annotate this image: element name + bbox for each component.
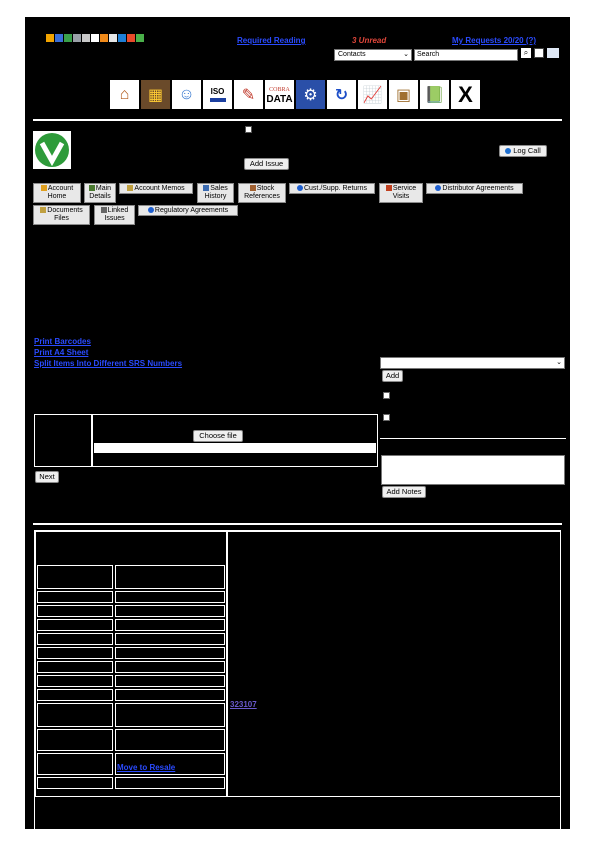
next-button[interactable]: Next	[35, 471, 59, 483]
option-checkbox-2[interactable]	[383, 414, 390, 421]
table-row	[37, 703, 113, 727]
search-input[interactable]: Search	[414, 49, 518, 61]
users-icon[interactable]: ☺	[172, 80, 201, 109]
tab-service-visits[interactable]: Service Visits	[379, 183, 423, 203]
table-row	[115, 675, 225, 687]
table-row	[37, 777, 113, 789]
table-row	[115, 729, 225, 751]
contacts-select[interactable]	[334, 49, 412, 61]
table-row	[115, 565, 225, 589]
flag-icon[interactable]	[127, 34, 135, 42]
page-frame	[25, 17, 570, 829]
star-icon[interactable]	[46, 34, 54, 42]
book-icon[interactable]: 📗	[420, 80, 449, 109]
close-icon[interactable]: X	[451, 80, 480, 109]
cobra-data-icon[interactable]	[265, 80, 294, 109]
company-logo	[33, 131, 71, 169]
record-number-link[interactable]: 323107	[230, 700, 257, 709]
choose-file-button[interactable]: Choose file	[193, 430, 243, 442]
cobra-label: COBRA	[269, 86, 290, 93]
header-divider	[33, 119, 562, 121]
pencil-icon[interactable]	[109, 34, 117, 42]
details-right-column	[227, 531, 561, 797]
table-row	[37, 647, 113, 659]
log-call-label: Log Call	[513, 146, 541, 155]
right-divider	[380, 438, 566, 439]
tag-icon[interactable]	[100, 34, 108, 42]
iso-icon[interactable]	[203, 80, 232, 109]
table-row	[37, 729, 113, 751]
table-row	[115, 777, 225, 789]
option-checkbox-1[interactable]	[383, 392, 390, 399]
globe-icon[interactable]	[55, 34, 63, 42]
table-row	[37, 591, 113, 603]
page-icon[interactable]	[91, 34, 99, 42]
table-row	[37, 619, 113, 631]
my-requests-link[interactable]: My Requests 20/20 (?)	[452, 36, 537, 45]
search-icon[interactable]: ⌕	[521, 48, 531, 58]
box-icon[interactable]: ▣	[389, 80, 418, 109]
leaf-icon[interactable]	[136, 34, 144, 42]
cabinet-icon[interactable]: ▦	[141, 80, 170, 109]
table-row	[37, 565, 113, 589]
split-items-link[interactable]: Split Items Into Different SRS Numbers	[34, 359, 183, 368]
iso-badge	[210, 98, 226, 102]
log-call-button[interactable]	[499, 145, 547, 157]
grid-icon[interactable]	[82, 34, 90, 42]
table-row	[37, 633, 113, 645]
table-row	[115, 703, 225, 727]
file-name-field[interactable]	[94, 443, 376, 453]
iso-label: ISO	[210, 86, 225, 96]
tab-sales-history[interactable]: Sales History	[197, 183, 234, 203]
table-row	[115, 619, 225, 631]
move-to-resale-link[interactable]: Move to Resale	[117, 763, 176, 772]
table-row	[115, 753, 225, 775]
tab-linked-issues[interactable]: Linked Issues	[94, 205, 135, 225]
chart-icon[interactable]: 📈	[358, 80, 387, 109]
table-row	[115, 661, 225, 673]
tab-account-home[interactable]: Account Home	[33, 183, 81, 203]
print-a4-link[interactable]: Print A4 Sheet	[34, 348, 89, 357]
edit-icon[interactable]: ✎	[234, 80, 263, 109]
table-row	[115, 689, 225, 701]
tab-account-memos[interactable]: Account Memos	[119, 183, 193, 194]
table-row	[115, 647, 225, 659]
edit-note-icon[interactable]	[245, 126, 252, 133]
print-barcodes-link[interactable]: Print Barcodes	[34, 337, 91, 346]
add-button[interactable]: Add	[382, 370, 403, 382]
required-reading-link[interactable]: Required Reading	[237, 36, 306, 45]
item-select[interactable]	[380, 357, 565, 369]
tab-regulatory-agreements[interactable]: Regulatory Agreements	[138, 205, 238, 216]
export-icon[interactable]	[534, 48, 544, 58]
home-icon[interactable]: ⌂	[110, 80, 139, 109]
tab-documents-files[interactable]: Documents Files	[33, 205, 90, 225]
details-left-column	[35, 531, 227, 797]
contacts-select-value: Contacts	[338, 51, 366, 58]
gears-icon[interactable]: ⚙	[296, 80, 325, 109]
add-issue-button[interactable]: Add Issue	[244, 158, 289, 170]
data-label: DATA	[266, 93, 293, 105]
bottom-divider	[33, 523, 562, 525]
table-row	[37, 605, 113, 617]
notes-textarea[interactable]	[381, 455, 565, 485]
phone-icon	[505, 148, 511, 154]
table-row	[37, 661, 113, 673]
table-row	[37, 689, 113, 701]
refresh-icon[interactable]: ↻	[327, 80, 356, 109]
tab-stock-references[interactable]: Stock References	[238, 183, 286, 203]
details-table	[34, 530, 561, 829]
upload-cell	[92, 414, 378, 467]
table-row	[37, 753, 113, 775]
info-icon[interactable]	[118, 34, 126, 42]
table-row	[37, 675, 113, 687]
mail-icon[interactable]	[547, 48, 559, 58]
tools-icon[interactable]	[73, 34, 81, 42]
table-row	[115, 605, 225, 617]
table-row	[115, 633, 225, 645]
chevron-down-icon: ⌄	[403, 51, 409, 58]
upload-label-cell	[34, 414, 92, 467]
tab-main-details[interactable]: Main Details	[84, 183, 116, 203]
chevron-down-icon: ⌄	[556, 359, 562, 366]
unread-count[interactable]: 3 Unread	[352, 36, 387, 45]
tab-distributor-agreements[interactable]: Distributor Agreements	[426, 183, 523, 194]
tab-returns[interactable]: Cust./Supp. Returns	[289, 183, 375, 194]
table-row	[115, 591, 225, 603]
add-notes-button[interactable]: Add Notes	[382, 486, 426, 498]
users-icon[interactable]	[64, 34, 72, 42]
